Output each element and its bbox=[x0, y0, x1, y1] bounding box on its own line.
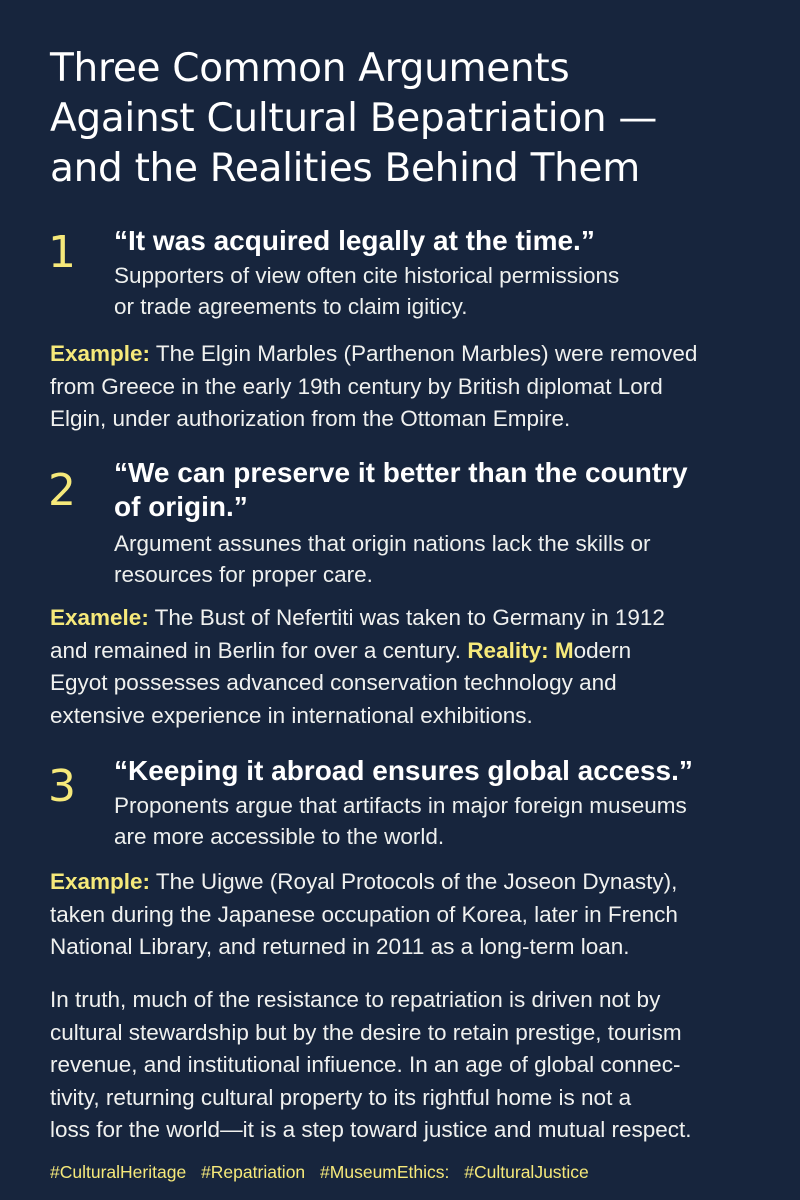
example-line: extensive experience in international exhibitions. bbox=[50, 702, 533, 728]
argument-number: 1 bbox=[48, 227, 76, 278]
claim-line: “It was acquired legally at the time.” bbox=[114, 225, 595, 256]
hashtag-row bbox=[50, 1160, 599, 1184]
example-label: Example: bbox=[50, 341, 151, 366]
example-line: National Library, and returned in 2011 as a long-term loan. bbox=[50, 934, 630, 959]
argument-claim bbox=[114, 456, 794, 524]
title-line: Against Cultural Bepatriation — bbox=[50, 96, 658, 141]
conclusion-line: revenue, and institutional infiuence. In an age of global connec- bbox=[50, 1052, 681, 1077]
example-text: The Uigwe (Royal Protocols of the Joseon Dynasty), bbox=[155, 869, 678, 894]
conclusion-line: tivity, returning cultural property to its rightful home is not a bbox=[50, 1084, 632, 1110]
example-text: odern bbox=[573, 637, 632, 663]
claim-line: “Keeping it abroad ensures global access.” bbox=[114, 755, 693, 786]
conclusion-paragraph bbox=[50, 984, 790, 1147]
example-line bbox=[50, 602, 790, 635]
argument-claim bbox=[114, 754, 794, 788]
conclusion-line: loss for the world—it is a step toward justice and mutual respect. bbox=[50, 1117, 692, 1142]
example-1 bbox=[50, 338, 790, 436]
example-text: and remained in Berlin for over a century. bbox=[50, 637, 462, 663]
example-text: The Elgin Marbles (Parthenon Marbles) were removed bbox=[155, 341, 698, 366]
description-line: Proponents argue that artifacts in major foreign museums bbox=[114, 793, 687, 818]
hashtag[interactable]: #CulturalJustice bbox=[464, 1162, 589, 1182]
description-line: or trade agreements to claim igiticy. bbox=[114, 294, 468, 319]
title-line: Three Common Arguments bbox=[50, 46, 570, 91]
page-title bbox=[50, 44, 770, 194]
example-2 bbox=[50, 602, 790, 732]
hashtag[interactable]: #MuseumEthics: bbox=[320, 1162, 450, 1182]
claim-line: “We can preserve it better than the country bbox=[114, 457, 688, 488]
reality-label: Reality: M bbox=[467, 637, 574, 663]
conclusion-line: cultural stewardship but by the desire to retain prestige, tourism bbox=[50, 1019, 682, 1045]
example-label: Examele: bbox=[50, 605, 149, 630]
argument-number: 2 bbox=[48, 465, 76, 516]
argument-description bbox=[114, 790, 794, 852]
example-text: The Bust of Nefertiti was taken to Germany in 1912 bbox=[154, 605, 665, 630]
description-line: Argument assunes that origin nations lack the skills or bbox=[114, 531, 651, 556]
example-3 bbox=[50, 866, 790, 964]
description-line: Supporters of view often cite historical permissions bbox=[114, 263, 620, 288]
example-line: taken during the Japanese occupation of Korea, later in French bbox=[50, 901, 678, 927]
title-line: and the Realities Behind Them bbox=[50, 146, 640, 191]
example-line: from Greece in the early 19th century by British diplomat Lord bbox=[50, 373, 663, 399]
argument-claim bbox=[114, 224, 794, 258]
argument-description bbox=[114, 260, 794, 322]
example-line bbox=[50, 866, 790, 899]
example-label: Example: bbox=[50, 869, 151, 894]
argument-description bbox=[114, 528, 794, 590]
hashtag[interactable]: #CulturalHeritage bbox=[50, 1162, 187, 1182]
example-line: Elgin, under authorization from the Ottoman Empire. bbox=[50, 406, 571, 431]
description-line: resources for proper care. bbox=[114, 562, 373, 587]
example-line bbox=[50, 635, 790, 668]
description-line: are more accessible to the world. bbox=[114, 824, 445, 849]
example-line bbox=[50, 338, 790, 371]
argument-number: 3 bbox=[48, 761, 76, 812]
example-line: Egyot possesses advanced conservation technology and bbox=[50, 670, 617, 695]
conclusion-line: In truth, much of the resistance to repatriation is driven not by bbox=[50, 987, 661, 1012]
hashtag[interactable]: #Repatriation bbox=[201, 1162, 306, 1182]
claim-line: of origin.” bbox=[114, 491, 248, 522]
